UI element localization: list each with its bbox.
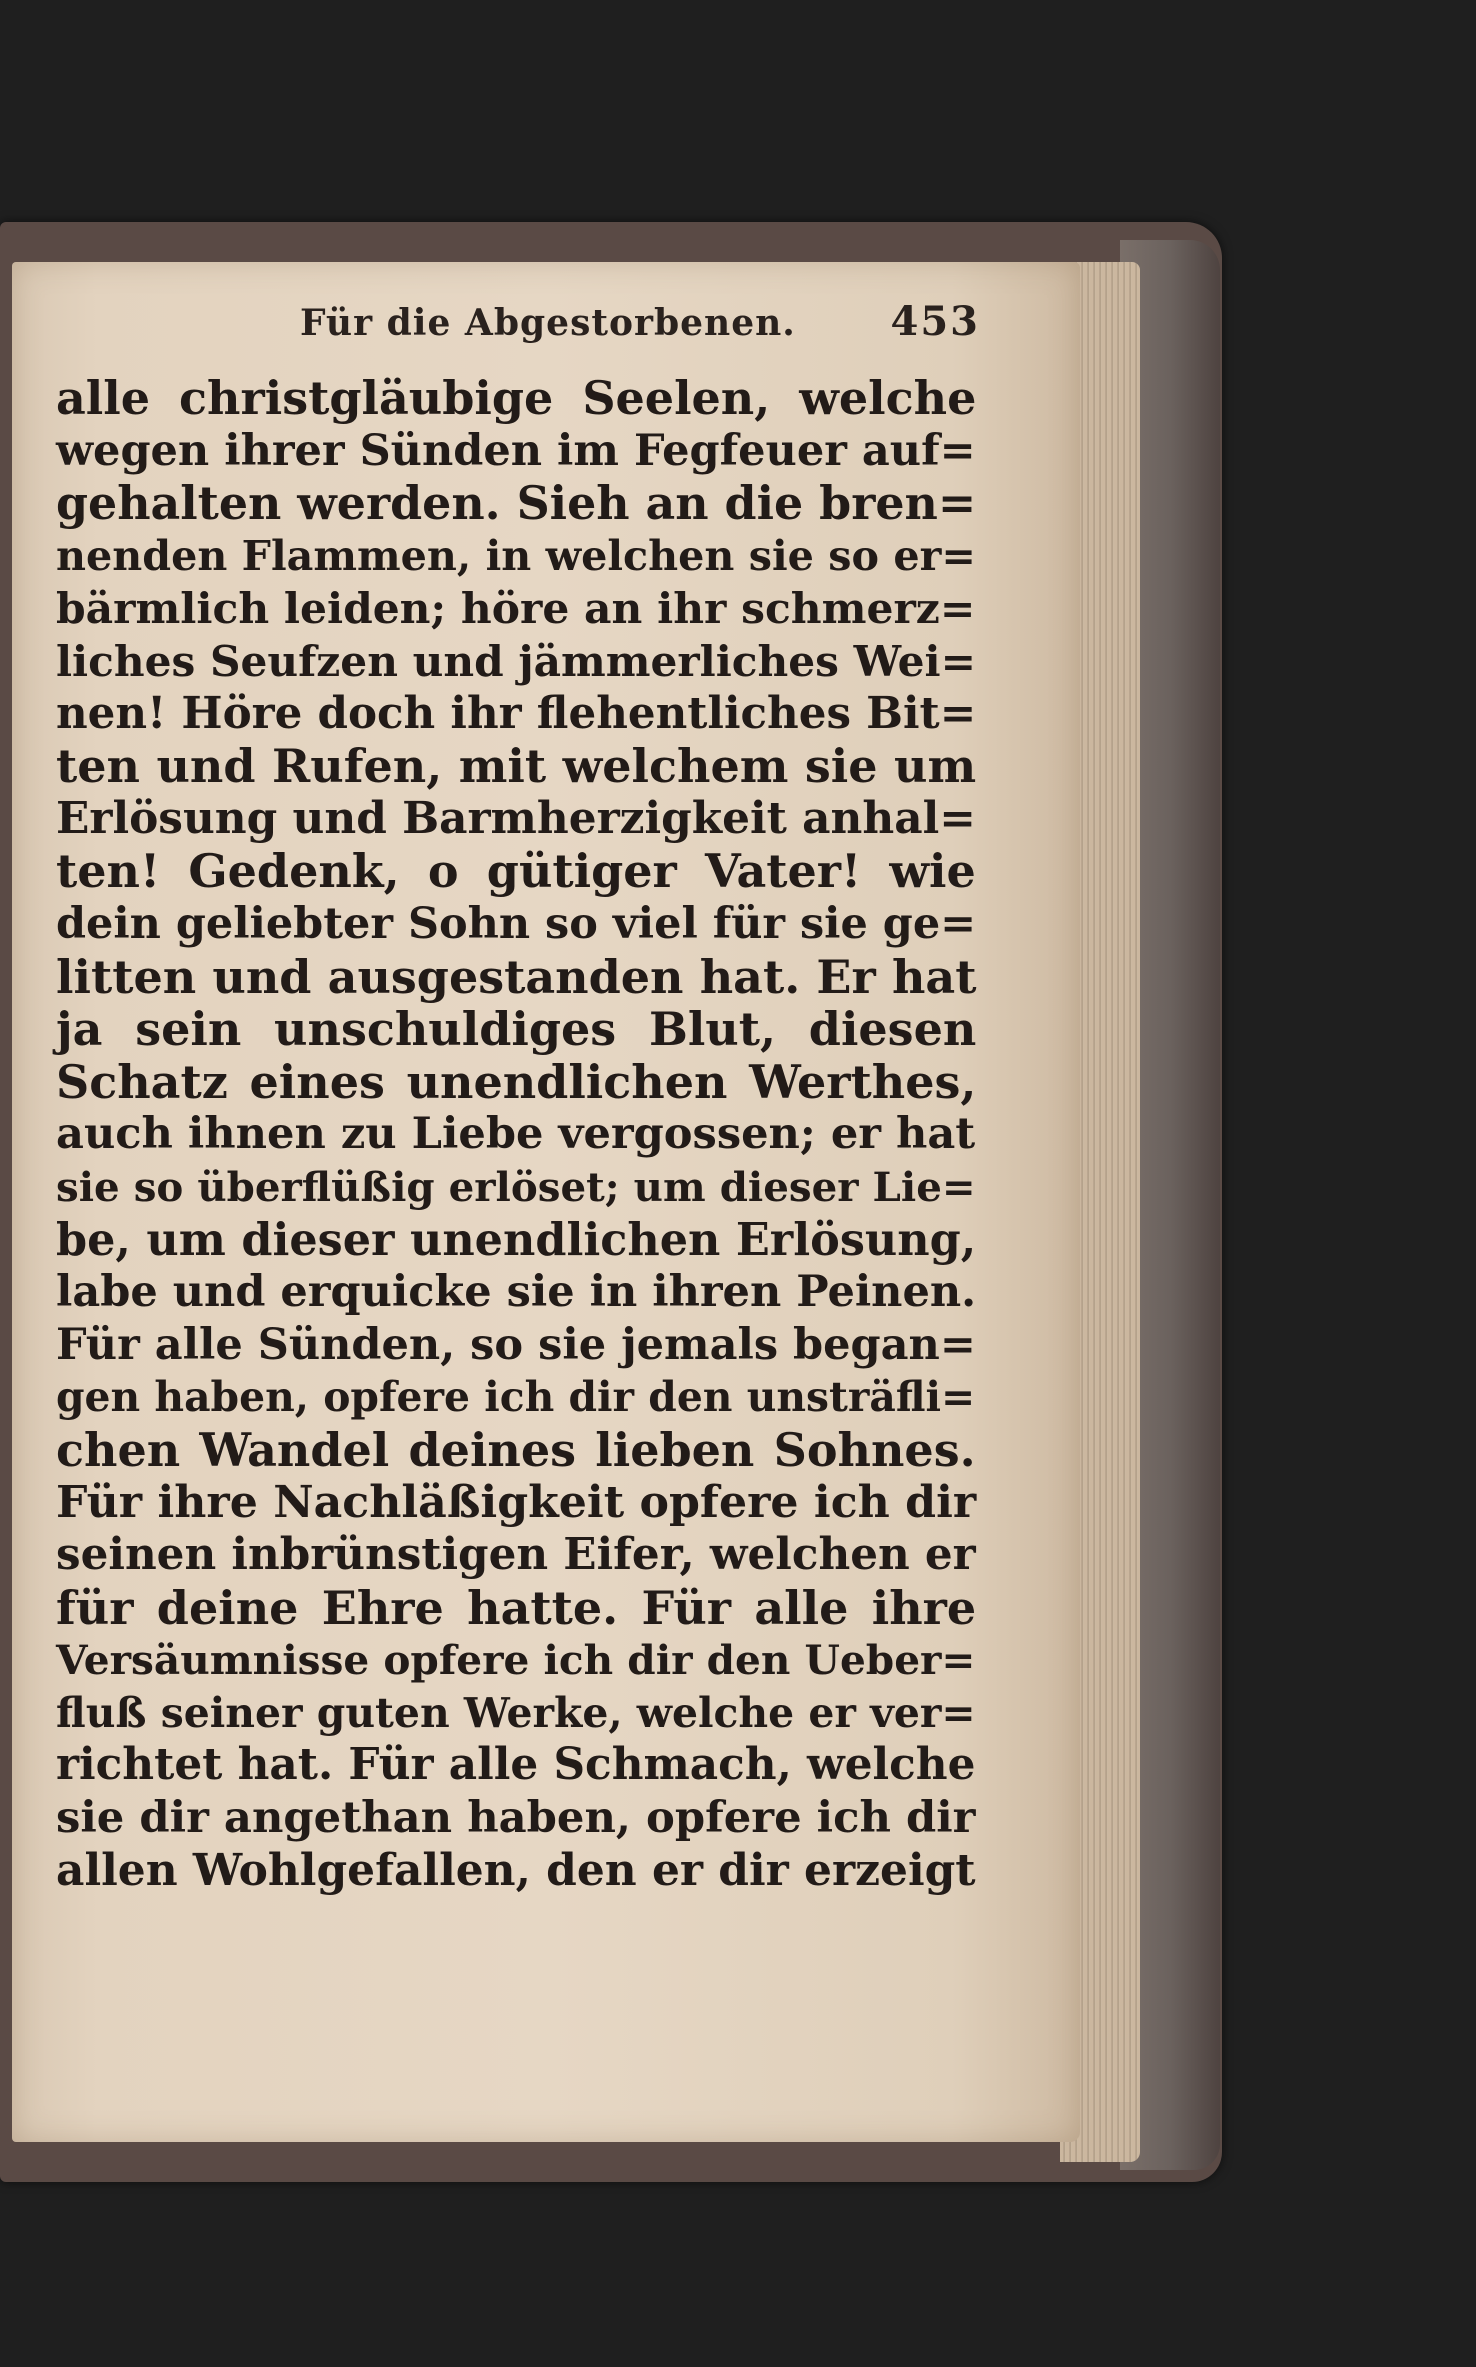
text-line: litten und ausgestanden hat. Er hat <box>56 949 977 1004</box>
text-line: bärmlich leiden; höre an ihr schmerz= <box>56 583 976 634</box>
text-line: Für ihre Nachläßigkeit opfere ich dir <box>56 1476 977 1529</box>
text-line: ten! Gedenk, o gütiger Vater! wie <box>56 844 976 899</box>
text-line: seinen inbrünstigen Eifer, welchen er <box>56 1529 976 1581</box>
text-line: fluß seiner guten Werke, welche er ver= <box>56 1688 976 1737</box>
running-title: Für die Abgestorbenen. <box>300 302 796 344</box>
text-line: Versäumnisse opfere ich dir den Ueber= <box>56 1636 976 1685</box>
text-line: Erlösung und Barmherzigkeit anhal= <box>56 792 976 844</box>
text-line: Für alle Sünden, so sie jemals began= <box>56 1319 976 1370</box>
text-line: sie so überflüßig erlöset; um dieser Lie= <box>56 1162 976 1211</box>
text-line: allen Wohlgefallen, den er dir erzeigt <box>56 1844 976 1896</box>
text-line: dein geliebter Sohn so viel für sie ge= <box>56 898 977 949</box>
text-line: richtet hat. Für alle Schmach, welche <box>56 1739 976 1791</box>
text-line: gehalten werden. Sieh an die bren= <box>56 476 977 531</box>
text-line: chen Wandel deines lieben Sohnes. <box>56 1422 976 1477</box>
text-line: sie dir angethan haben, opfere ich dir <box>56 1792 976 1844</box>
text-line: Schatz eines unendlichen Werthes, <box>56 1054 977 1109</box>
text-line: alle christgläubige Seelen, welche <box>56 371 977 425</box>
text-line: wegen ihrer Sünden im Fegfeuer auf= <box>56 425 976 476</box>
text-line: auch ihnen zu Liebe vergossen; er hat <box>56 1108 976 1160</box>
text-line: nenden Flammen, in welchen sie so er= <box>56 530 976 580</box>
text-line: nen! Höre doch ihr flehentliches Bit= <box>56 687 977 739</box>
text-line: liches Seufzen und jämmerliches Wei= <box>56 635 976 686</box>
text-line: für deine Ehre hatte. Für alle ihre <box>56 1580 977 1635</box>
text-line: labe und erquicke sie in ihren Peinen. <box>56 1267 977 1318</box>
page-number: 453 <box>890 298 980 345</box>
text-line: be, um dieser unendlichen Erlösung, <box>56 1213 977 1266</box>
text-line: ten und Rufen, mit welchem sie um <box>56 739 977 794</box>
text-line: ja sein unschuldiges Blut, diesen <box>56 1002 977 1057</box>
body-text <box>56 372 976 1897</box>
running-head <box>300 298 990 348</box>
text-line: gen haben, opfere ich dir den unsträfli= <box>56 1373 976 1422</box>
